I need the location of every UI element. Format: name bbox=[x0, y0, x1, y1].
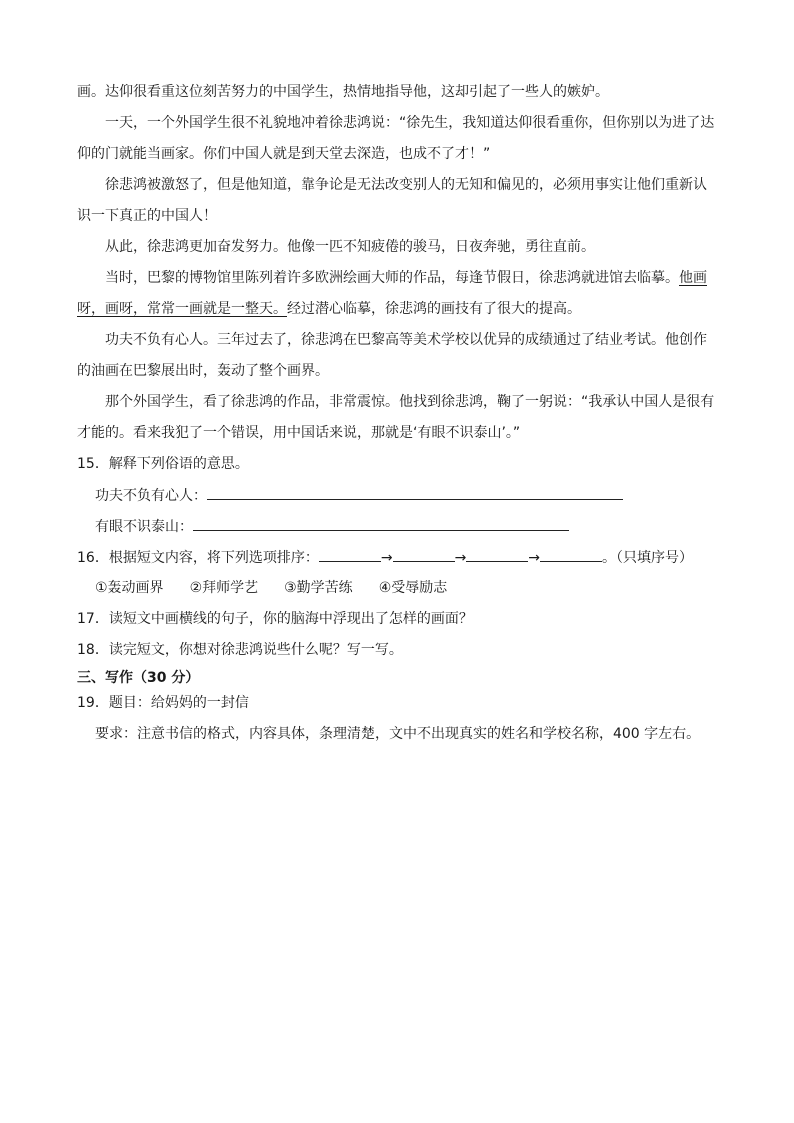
arrow: → bbox=[528, 550, 541, 566]
arrow: → bbox=[454, 550, 467, 566]
underlined-sentence: 呀，画呀，常常一画就是一整天。 bbox=[77, 301, 287, 317]
item-label: 功夫不负有心人： bbox=[95, 488, 207, 504]
answer-blank[interactable] bbox=[207, 485, 623, 500]
passage-line: 一天，一个外国学生很不礼貌地冲着徐悲鸿说：“徐先生，我知道达仰很看重你，但你别以为进了达 bbox=[105, 115, 715, 131]
answer-blank[interactable] bbox=[193, 516, 569, 531]
passage-line bbox=[77, 299, 581, 319]
item-label: 有眼不识泰山： bbox=[95, 519, 193, 535]
answer-blank[interactable] bbox=[319, 547, 381, 562]
option-item: ③勤学苦练 bbox=[284, 580, 353, 596]
passage-line: 的油画在巴黎展出时，轰动了整个画界。 bbox=[77, 363, 329, 379]
passage-line: 功夫不负有心人。三年过去了，徐悲鸿在巴黎高等美术学校以优异的成绩通过了结业考试。他创作 bbox=[105, 332, 707, 348]
question-text: 16．根据短文内容，将下列选项排序： bbox=[77, 550, 319, 566]
option-item: ②拜师学艺 bbox=[189, 580, 259, 596]
passage-line: 从此，徐悲鸿更加奋发努力。他像一匹不知疲倦的骏马，日夜奔驰，勇往直前。 bbox=[105, 239, 595, 255]
passage-text: 当时，巴黎的博物馆里陈列着许多欧洲绘画大师的作品，每逢节假日，徐悲鸿就进馆去临摹。 bbox=[105, 270, 679, 286]
question-15-item bbox=[95, 516, 569, 537]
question-15-stem: 15．解释下列俗语的意思。 bbox=[77, 456, 249, 472]
passage-line bbox=[105, 268, 707, 288]
answer-blank[interactable] bbox=[540, 547, 602, 562]
option-item: ①轰动画界 bbox=[95, 580, 164, 596]
passage-text: 经过潜心临摹，徐悲鸿的画技有了很大的提高。 bbox=[287, 301, 581, 317]
answer-blank[interactable] bbox=[466, 547, 528, 562]
section-heading: 三、写作（30 分） bbox=[77, 670, 200, 686]
question-tail: 。（只填序号） bbox=[602, 550, 694, 566]
question-17: 17．读短文中画横线的句子，你的脑海中浮现出了怎样的画面？ bbox=[77, 611, 473, 627]
question-16-options bbox=[95, 578, 473, 598]
passage-line: 那个外国学生，看了徐悲鸿的作品，非常震惊。他找到徐悲鸿，鞠了一躬说：“我承认中国人是很有 bbox=[105, 394, 715, 410]
question-19-requirement: 要求：注意书信的格式，内容具体，条理清楚，文中不出现真实的姓名和学校名称，400 字左右。 bbox=[95, 726, 701, 742]
passage-line: 才能的。看来我犯了一个错误，用中国话来说，那就是‘有眼不识泰山’。” bbox=[77, 425, 521, 441]
passage-line: 徐悲鸿被激怒了，但是他知道，靠争论是无法改变别人的无知和偏见的，必须用事实让他们重新认 bbox=[105, 177, 707, 193]
question-19-title: 19．题目：给妈妈的一封信 bbox=[77, 695, 249, 711]
question-16-stem bbox=[77, 547, 693, 568]
question-18: 18．读完短文，你想对徐悲鸿说些什么呢？写一写。 bbox=[77, 642, 403, 658]
passage-line: 仰的门就能当画家。你们中国人就是到天堂去深造，也成不了才！” bbox=[77, 146, 491, 162]
option-item: ④受辱励志 bbox=[378, 580, 448, 596]
passage-line: 画。达仰很看重这位刻苦努力的中国学生，热情地指导他，这却引起了一些人的嫉妒。 bbox=[77, 84, 609, 100]
arrow: → bbox=[380, 550, 393, 566]
answer-blank[interactable] bbox=[393, 547, 455, 562]
passage-line: 识一下真正的中国人！ bbox=[77, 208, 217, 224]
underlined-sentence: 他画 bbox=[679, 270, 707, 286]
question-15-item bbox=[95, 485, 623, 506]
